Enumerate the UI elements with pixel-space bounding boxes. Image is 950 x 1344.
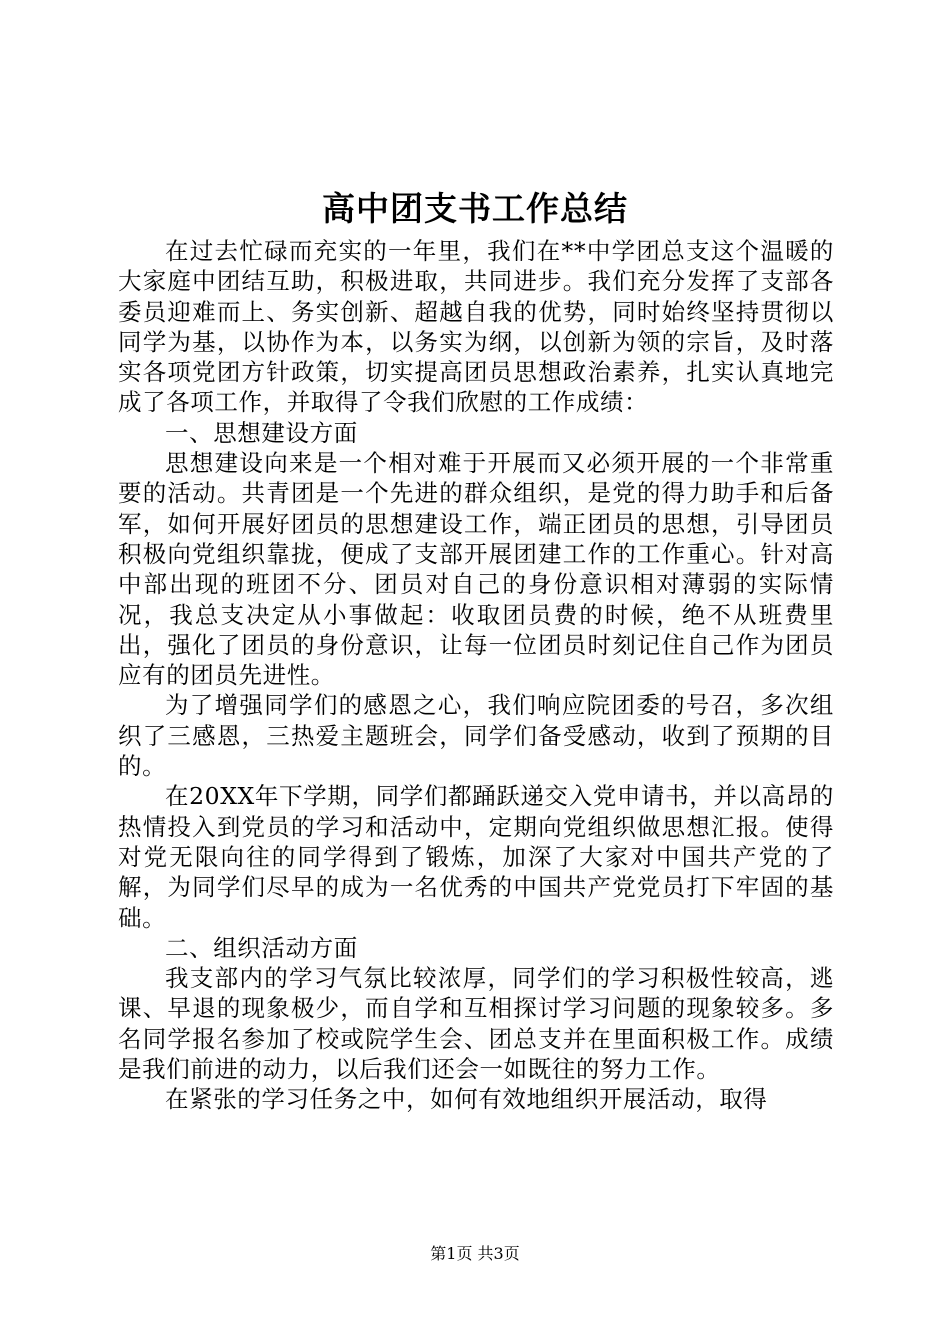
page-title: 高中团支书工作总结 [322,189,628,228]
paragraph-activities: 在紧张的学习任务之中，如何有效地组织开展活动，取得 [165,1085,768,1114]
paragraph-ideology: 思想建设向来是一个相对难于开展而又必须开展的一个非常重要的活动。共青团是一个先进的群众组织，是党的得力助手和后备军，如何开展好团员的思想建设工作，端正团员的思想，引导团员积极向党组织靠拢，便成了支部开展团建工作的工作重心。针对高中部出现的班团不分、团员对自己的身份意识相对薄弱的实际情况，我总支决定从小事做起：收取团员费的时候，绝不从班费里出，强化了团员的身份意识，让每一位团员时刻记住自己作为团员应有的团员先进性。 [118,449,834,690]
page-footer: 第1页 共3页 [430,1244,520,1263]
paragraph-intro: 在过去忙碌而充实的一年里，我们在**中学团总支这个温暖的大家庭中团结互助，积极进取，共同进步。我们充分发挥了支部各委员迎难而上、务实创新、超越自我的优势，同时始终坚持贯彻以同学为基，以协作为本，以务实为纲，以创新为领的宗旨，及时落实各项党团方针政策，切实提高团员思想政治素养，扎实认真地完成了各项工作，并取得了令我们欣慰的工作成绩： [118,237,834,417]
section-heading-ideology: 一、思想建设方面 [165,418,358,447]
paragraph-study-atmosphere: 我支部内的学习气氛比较浓厚，同学们的学习积极性较高，逃课、早退的现象极少，而自学和互相探讨学习问题的现象较多。多名同学报名参加了校或院学生会、团总支并在里面积极工作。成绩是我们前进的动力，以后我们还会一如既往的努力工作。 [118,964,834,1084]
paragraph-gratitude: 为了增强同学们的感恩之心，我们响应院团委的号召，多次组织了三感恩，三热爱主题班会，同学们备受感动，收到了预期的目的。 [118,691,834,781]
paragraph-party-application: 在20XX年下学期，同学们都踊跃递交入党申请书，并以高昂的热情投入到党员的学习和活动中，定期向党组织做思想汇报。使得对党无限向往的同学得到了锻炼，加深了大家对中国共产党的了解，为同学们尽早的成为一名优秀的中国共产党党员打下牢固的基础。 [118,782,834,932]
section-heading-activities: 二、组织活动方面 [165,933,358,962]
document-body [118,236,834,1115]
